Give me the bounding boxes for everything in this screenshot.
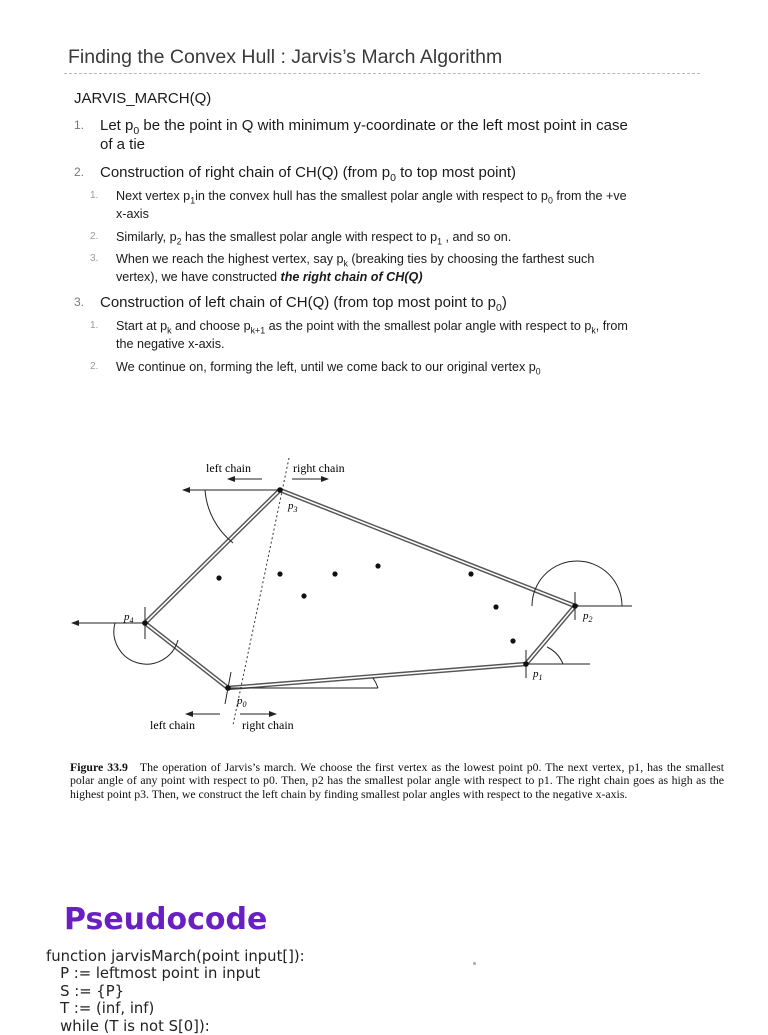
code-line: function jarvisMarch(point input[]): (46, 948, 305, 965)
step-text: vertex), we have constructed (116, 270, 281, 284)
code-line: S := {P} (46, 982, 125, 1000)
label-p3: $p_3$ (288, 500, 298, 514)
caption-text: The operation of Jarvis’s march. We choose the first vertex as the lowest point p0. The next vertex, p1, has the smallest polar angle of any point with respect to p0. Then, p2 has the smallest polar angle with respect to p1. The right chain goes as high as the highest point p3. Then, we construct the left chain by finding smallest polar angles with respect to the negative x-axis. (70, 760, 724, 801)
right-chain-label-bottom: right chain (242, 718, 294, 732)
left-chain-label-top: left chain (206, 461, 251, 475)
step-text: of a tie (100, 136, 146, 153)
pseudocode-title: Pseudocode (64, 902, 268, 937)
step-text: Next vertex p (116, 189, 191, 203)
figure-caption (70, 761, 724, 801)
subscript: 2 (176, 236, 182, 247)
step-number: 1. (74, 118, 85, 132)
subscript: 1 (437, 236, 442, 247)
step-number: 2. (74, 165, 85, 179)
jarvis-march-figure (66, 450, 666, 740)
step-number: 2. (90, 231, 99, 242)
interior-points (216, 563, 515, 643)
step-text: and choose p (171, 319, 251, 333)
title-divider (64, 73, 700, 74)
step-3-2 (90, 358, 541, 377)
stray-mark (473, 962, 476, 965)
step-number: 1. (90, 190, 99, 201)
step-text: Similarly, p (116, 230, 177, 244)
step-2-1 (90, 187, 696, 223)
subscript: 0 (496, 302, 502, 314)
label-p4: $p_4$ (124, 611, 134, 625)
label-p0: $p_0$ (237, 695, 247, 709)
subscript: 0 (547, 195, 553, 206)
step-text: Let p (100, 117, 134, 134)
subscript: k (167, 325, 172, 336)
step-text: (breaking ties by choosing the farthest such (347, 252, 595, 266)
step-text: Start at p (116, 319, 168, 333)
step-text: has the smallest polar angle with respect to p (181, 230, 438, 244)
subscript: 0 (133, 125, 140, 137)
label-p1: $p_1$ (533, 668, 543, 682)
step-text: , and so on. (441, 230, 512, 244)
step-text: Construction of right chain of CH(Q) (from p (100, 164, 391, 181)
algorithm-heading: JARVIS_MARCH(Q) (74, 90, 212, 107)
subscript: k (591, 325, 596, 336)
step-2-3 (90, 250, 696, 286)
step-number: 3. (74, 295, 85, 309)
step-number: 2. (90, 361, 99, 372)
step-2 (74, 163, 517, 184)
right-chain-label-top: right chain (293, 461, 345, 475)
step-text: ) (501, 294, 507, 311)
step-number: 3. (90, 253, 99, 264)
left-chain-label-bottom: left chain (150, 718, 195, 732)
step-text: , from (595, 319, 628, 333)
step-text: from the +ve (552, 189, 627, 203)
label-p2: $p_2$ (583, 610, 593, 624)
convex-hull (145, 490, 575, 688)
subscript: 1 (190, 195, 196, 206)
step-text: Construction of left chain of CH(Q) (from top most point to p (100, 294, 496, 311)
step-text: When we reach the highest vertex, say p (116, 252, 344, 266)
step-text: as the point with the smallest polar angle with respect to p (265, 319, 592, 333)
hull-vertices (142, 487, 578, 691)
pseudocode-block (46, 948, 305, 1035)
subscript: k+1 (250, 325, 266, 336)
step-text: x-axis (116, 207, 149, 221)
step-3-1 (90, 317, 706, 353)
subscript: 0 (390, 172, 396, 184)
step-text: to top most point) (395, 164, 517, 181)
subscript: k (343, 258, 348, 269)
page-title: Finding the Convex Hull : Jarvis’s March Algorithm (68, 46, 503, 68)
step-number: 1. (90, 320, 99, 331)
step-text: the negative x-axis. (116, 337, 225, 351)
step-text: We continue on, forming the left, until we come back to our original vertex p (116, 360, 536, 374)
code-line: P := leftmost point in input (46, 965, 261, 983)
subscript: 0 (535, 366, 541, 377)
code-line: T := (inf, inf) (46, 1000, 155, 1018)
step-3 (74, 293, 507, 314)
step-1 (74, 116, 700, 154)
step-2-2 (90, 228, 512, 247)
step-text: in the convex hull has the smallest polar angle with respect to p (195, 189, 548, 203)
step-text: be the point in Q with minimum y-coordinate or the left most point in case (139, 117, 628, 134)
caption-label: Figure 33.9 (70, 760, 128, 774)
emphasis-text: the right chain of CH(Q) (280, 270, 423, 284)
code-line: while (T is not S[0]): (46, 1017, 210, 1035)
